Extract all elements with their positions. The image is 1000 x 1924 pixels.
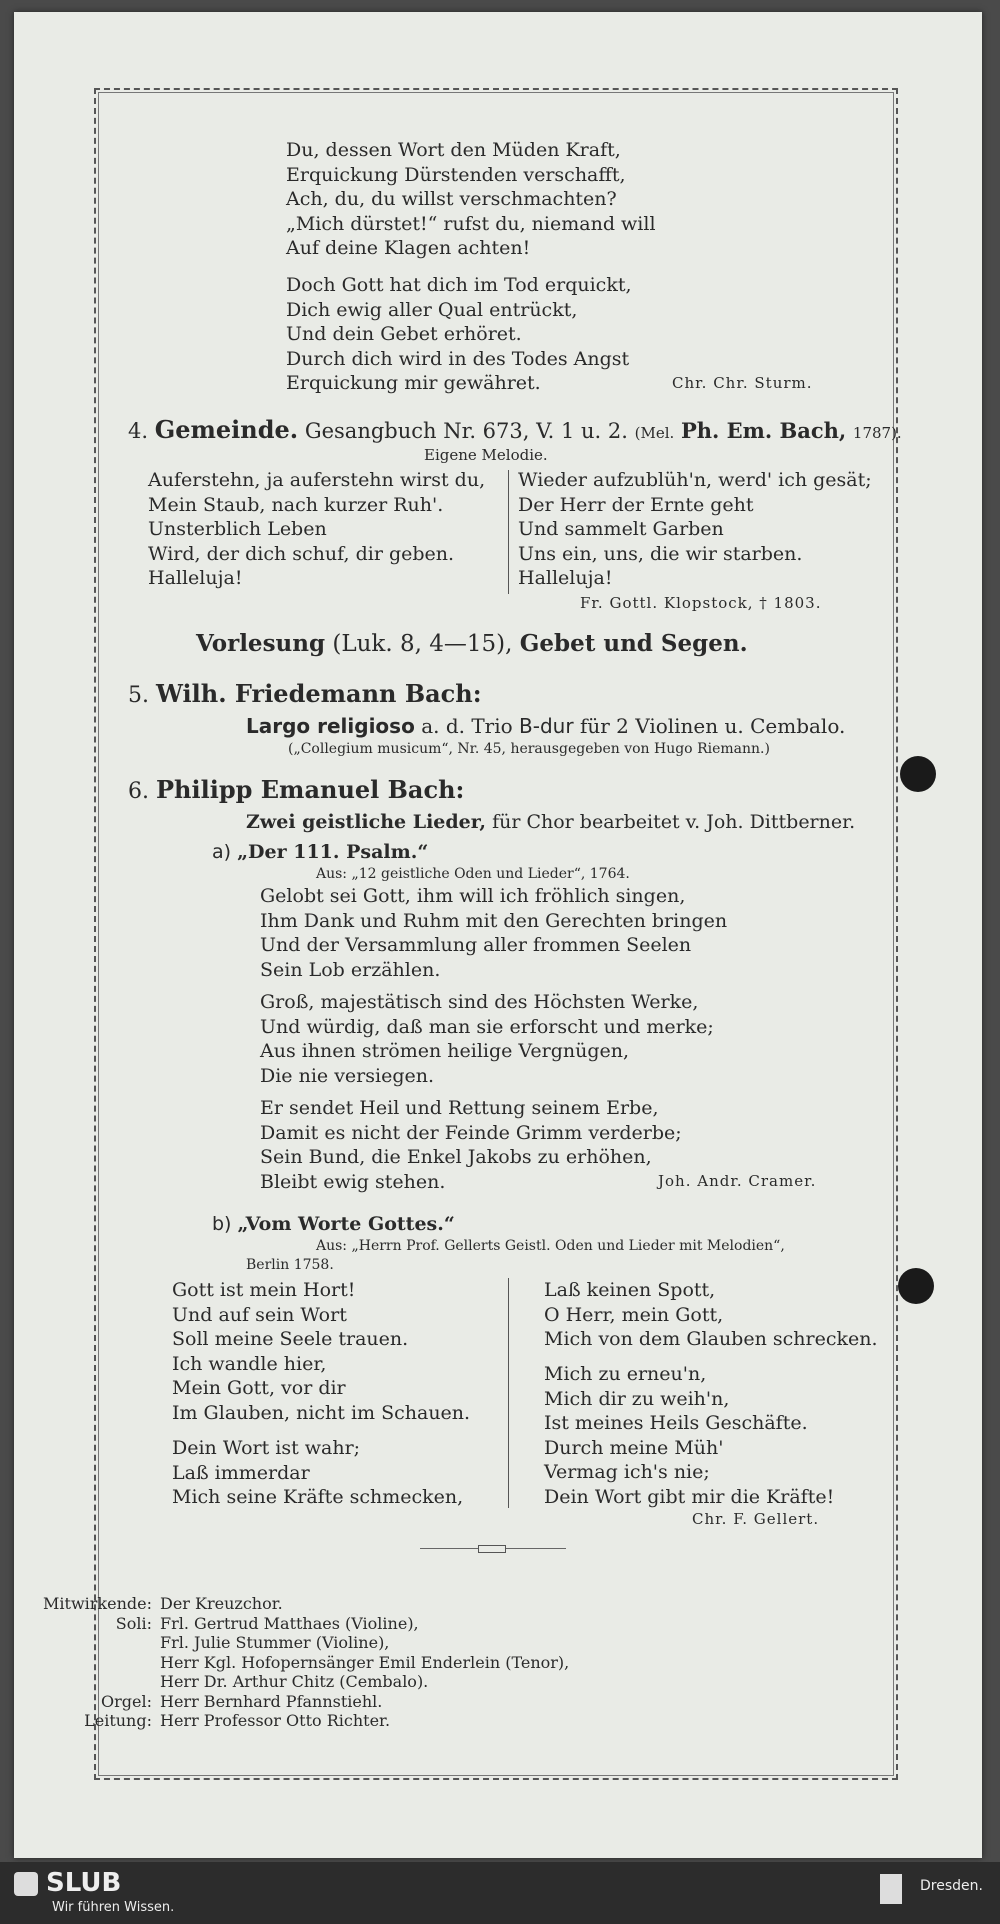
column-divider [508,1278,509,1508]
item-title: Philipp Emanuel Bach: [156,775,465,804]
song-title: „Vom Worte Gottes.“ [237,1213,455,1235]
song-b-source-2: Berlin 1758. [246,1257,334,1273]
intro-stanza-1: Du, dessen Wort den Müden Kraft, Erquickung Dürstenden verschafft, Ach, du, du willst verschmachten? „Mich dürstet!“ rufst du, niemand will Auf deine Klagen achten! [286,139,656,259]
soloist: Frl. Julie Stummer (Violine), [160,1633,390,1652]
song-b-right-2: Mich zu erneu'n, Mich dir zu weih'n, Ist meines Heils Geschäfte. Durch meine Müh' Vermag ich's nie; Dein Wort gibt mir die Kräfte! [544,1363,835,1508]
item-4-heading [128,415,902,445]
hymn-right-column: Wieder aufzublüh'n, werd' ich gesät; Der Herr der Ernte geht Und sammelt Garben Uns ein, uns, die wir starben. Halleluja! [518,469,872,589]
item-5-work [246,714,845,738]
intro-stanza-2: Doch Gott hat dich im Tod erquickt, Dich ewig aller Qual entrückt, Und dein Gebet erhöret. Durch dich wird in des Todes Angst Erquickung mir gewähret. [286,274,632,394]
song-a-stanza-3: Er sendet Heil und Rettung seinem Erbe, Damit es nicht der Feinde Grimm verderbe; Sein Bund, die Enkel Jakobs zu erhöhen, Bleibt ewig stehen. [260,1097,682,1193]
melody-composer: Ph. Em. Bach, [680,418,847,443]
column-divider [508,470,509,594]
direction-label: Leitung: [84,1711,152,1730]
item-number: 6. [128,779,149,804]
work-instrumentation: für 2 Violinen u. Cembalo. [579,714,846,738]
work-key: B-dur [519,714,574,738]
punch-hole [900,756,936,792]
song-a-heading [212,840,428,864]
item-number: 4. [128,419,149,443]
song-label: b) [212,1213,232,1235]
punch-hole [898,1268,934,1304]
reading-line [196,632,748,656]
hymnal-reference: Gesangbuch Nr. 673, V. 1 u. 2. [304,419,628,443]
hymn-author: Fr. Gottl. Klopstock, † 1803. [580,594,822,612]
song-b-left-1: Gott ist mein Hort! Und auf sein Wort Soll meine Seele trauen. Ich wandle hier, Mein Gott, vor dir Im Glauben, nicht im Schauen. [172,1279,471,1424]
item-6-heading [128,775,465,804]
song-b-author: Chr. F. Gellert. [692,1510,820,1528]
performers: Der Kreuzchor. [160,1594,283,1613]
song-b-left-2: Dein Wort ist wahr; Laß immerdar Mich seine Kräfte schmecken, [172,1437,464,1508]
soloist: Herr Kgl. Hofopernsänger Emil Enderlein (Tenor), [160,1652,570,1672]
city-name: Dresden. [920,1878,983,1894]
hymn-left-column: Auferstehn, ja auferstehn wirst du, Mein Staub, nach kurzer Ruh'. Unsterblich Leben Wird, der dich schuf, dir geben. Halleluja! [148,469,486,589]
performers-label: Mitwirkende: [43,1594,152,1613]
reading-rest: Gebet und Segen. [519,630,748,657]
item-title: Wilh. Friedemann Bach: [156,679,482,708]
organist: Herr Bernhard Pfannstiehl. [160,1691,383,1711]
soloist: Frl. Gertrud Matthaes (Violine), [160,1613,419,1633]
song-label: a) [212,841,232,863]
intro-author: Chr. Chr. Sturm. [672,374,813,392]
soloist: Herr Dr. Arthur Chitz (Cembalo). [160,1672,429,1691]
song-a-author: Joh. Andr. Cramer. [658,1172,817,1190]
organ-label: Orgel: [101,1691,152,1711]
item-5-source: („Collegium musicum“, Nr. 45, herausgegeben von Hugo Riemann.) [288,741,770,757]
soli-label: Soli: [115,1613,152,1633]
item-title: Gemeinde. [154,415,299,444]
item-number: 5. [128,683,149,708]
song-title: „Der 111. Psalm.“ [237,841,429,863]
footer-tagline: Wir führen Wissen. [52,1900,175,1915]
city-crest-icon [880,1874,902,1904]
slub-logo-text: SLUB [46,1868,122,1898]
song-b-heading [212,1212,455,1236]
subtitle-bold: Zwei geistliche Lieder, [246,811,487,833]
reading-reference: (Luk. 8, 4—15), [332,631,513,657]
song-a-stanza-1: Gelobt sei Gott, ihm will ich fröhlich singen, Ihm Dank und Ruhm mit den Gerechten bringen Und der Versammlung aller frommen Seelen Sein Lob erzählen. [260,885,728,981]
director: Herr Professor Otto Richter. [160,1711,391,1730]
song-b-right-1: Laß keinen Spott, O Herr, mein Gott, Mich von dem Glauben schrecken. [544,1279,878,1350]
melody-open: (Mel. [634,424,675,442]
work-title: Largo religioso [246,714,415,738]
song-a-stanza-2: Groß, majestätisch sind des Höchsten Werke, Und würdig, daß man sie erforscht und merke; Aus ihnen strömen heilige Vergnügen, Die nie versiegen. [260,991,714,1087]
song-b-source-1: Aus: „Herrn Prof. Gellerts Geistl. Oden und Lieder mit Melodien“, [316,1238,785,1254]
subtitle-rest: für Chor bearbeitet v. Joh. Dittberner. [492,811,856,833]
melody-note: Eigene Melodie. [424,446,548,464]
work-description: a. d. Trio [421,714,513,738]
reading-label: Vorlesung [196,630,326,657]
item-5-heading [128,679,482,708]
credits [0,1594,569,1731]
item-6-subtitle [246,810,855,834]
melody-year: 1787). [852,424,902,442]
library-footer [0,1862,1000,1924]
ornament-center [478,1545,506,1553]
slub-logo-icon [14,1872,38,1896]
song-a-source: Aus: „12 geistliche Oden und Lieder“, 1764. [316,866,630,882]
